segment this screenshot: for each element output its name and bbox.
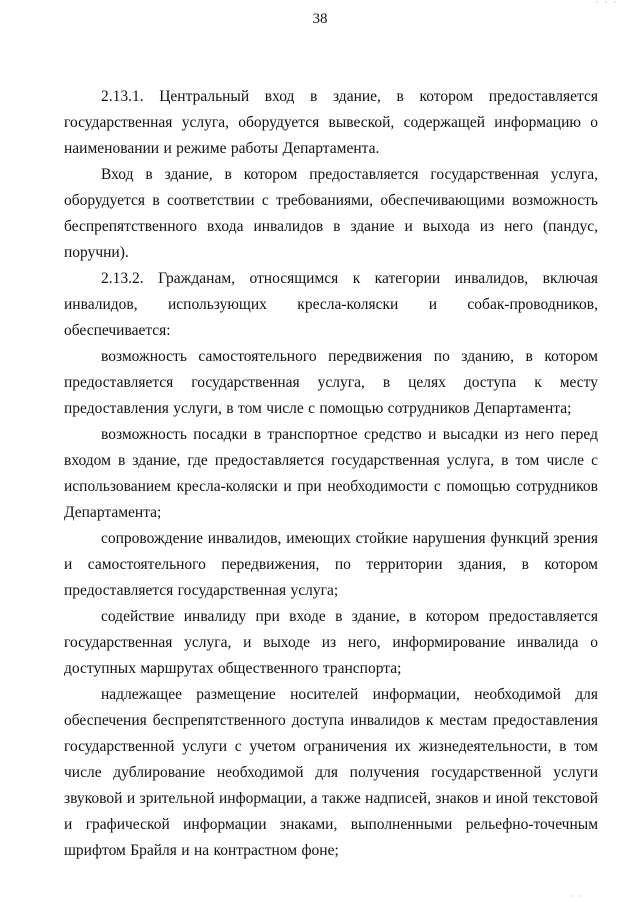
list-item-escort: сопровождение инвалидов, имеющих стойкие нарушения функций зрения и самостоятельного передвижения, по территории здания, в котором предоставляется государственная услуга; — [64, 530, 598, 599]
list-item-vehicle-boarding: возможность посадки в транспортное средство и высадки из него перед входом в здание, где предоставляется государственная услуга, в том числе с использованием кресла-коляски и при необходимости с помощью сотрудников Департамента; — [64, 426, 598, 521]
list-item-independent-movement: возможность самостоятельного передвижения по зданию, в котором предоставляется государственная услуга, в целях доступа к месту предоставления услуги, в том числе с помощью сотрудников Департамента; — [64, 348, 598, 417]
corner-mark-bottom: · · — [570, 892, 584, 901]
paragraph-2-13-1: 2.13.1. Центральный вход в здание, в котором предоставляется государственная услуга, оборудуется вывеской, содержащей информацию о наименовании и режиме работы Департамента. — [64, 88, 598, 157]
page-number: 38 — [312, 11, 328, 27]
list-item-information-placement: надлежащее размещение носителей информации, необходимой для обеспечения беспрепятственного доступа инвалидов к местам предоставления государственной услуги с учетом ограничения их жизнедеятельности, в том числе дублирование необходимой для получения государственной услуги звуковой и зрительной информации, а также надписей, знаков и иной текстовой и графической информации знаками, выполненными рельефно-точечным шрифтом Брайля и на контрастном фоне; — [64, 686, 598, 859]
corner-mark-top: · · · — [596, 0, 618, 7]
list-item-entry-assistance: содействие инвалиду при входе в здание, в котором предоставляется государственная услуга, и выходе из него, информирование инвалида о доступных маршрутах общественного транспорта; — [64, 608, 598, 677]
paragraph-entrance-accessibility: Вход в здание, в котором предоставляется государственная услуга, оборудуется в соответствии с требованиями, обеспечивающими возможность беспрепятственного входа инвалидов в здание и выхода из него (пандус, поручни). — [64, 166, 598, 261]
document-body — [64, 84, 598, 864]
paragraph-2-13-2: 2.13.2. Гражданам, относящимся к категории инвалидов, включая инвалидов, использующих кресла-коляски и собак-проводников, обеспечивается: — [64, 270, 598, 339]
